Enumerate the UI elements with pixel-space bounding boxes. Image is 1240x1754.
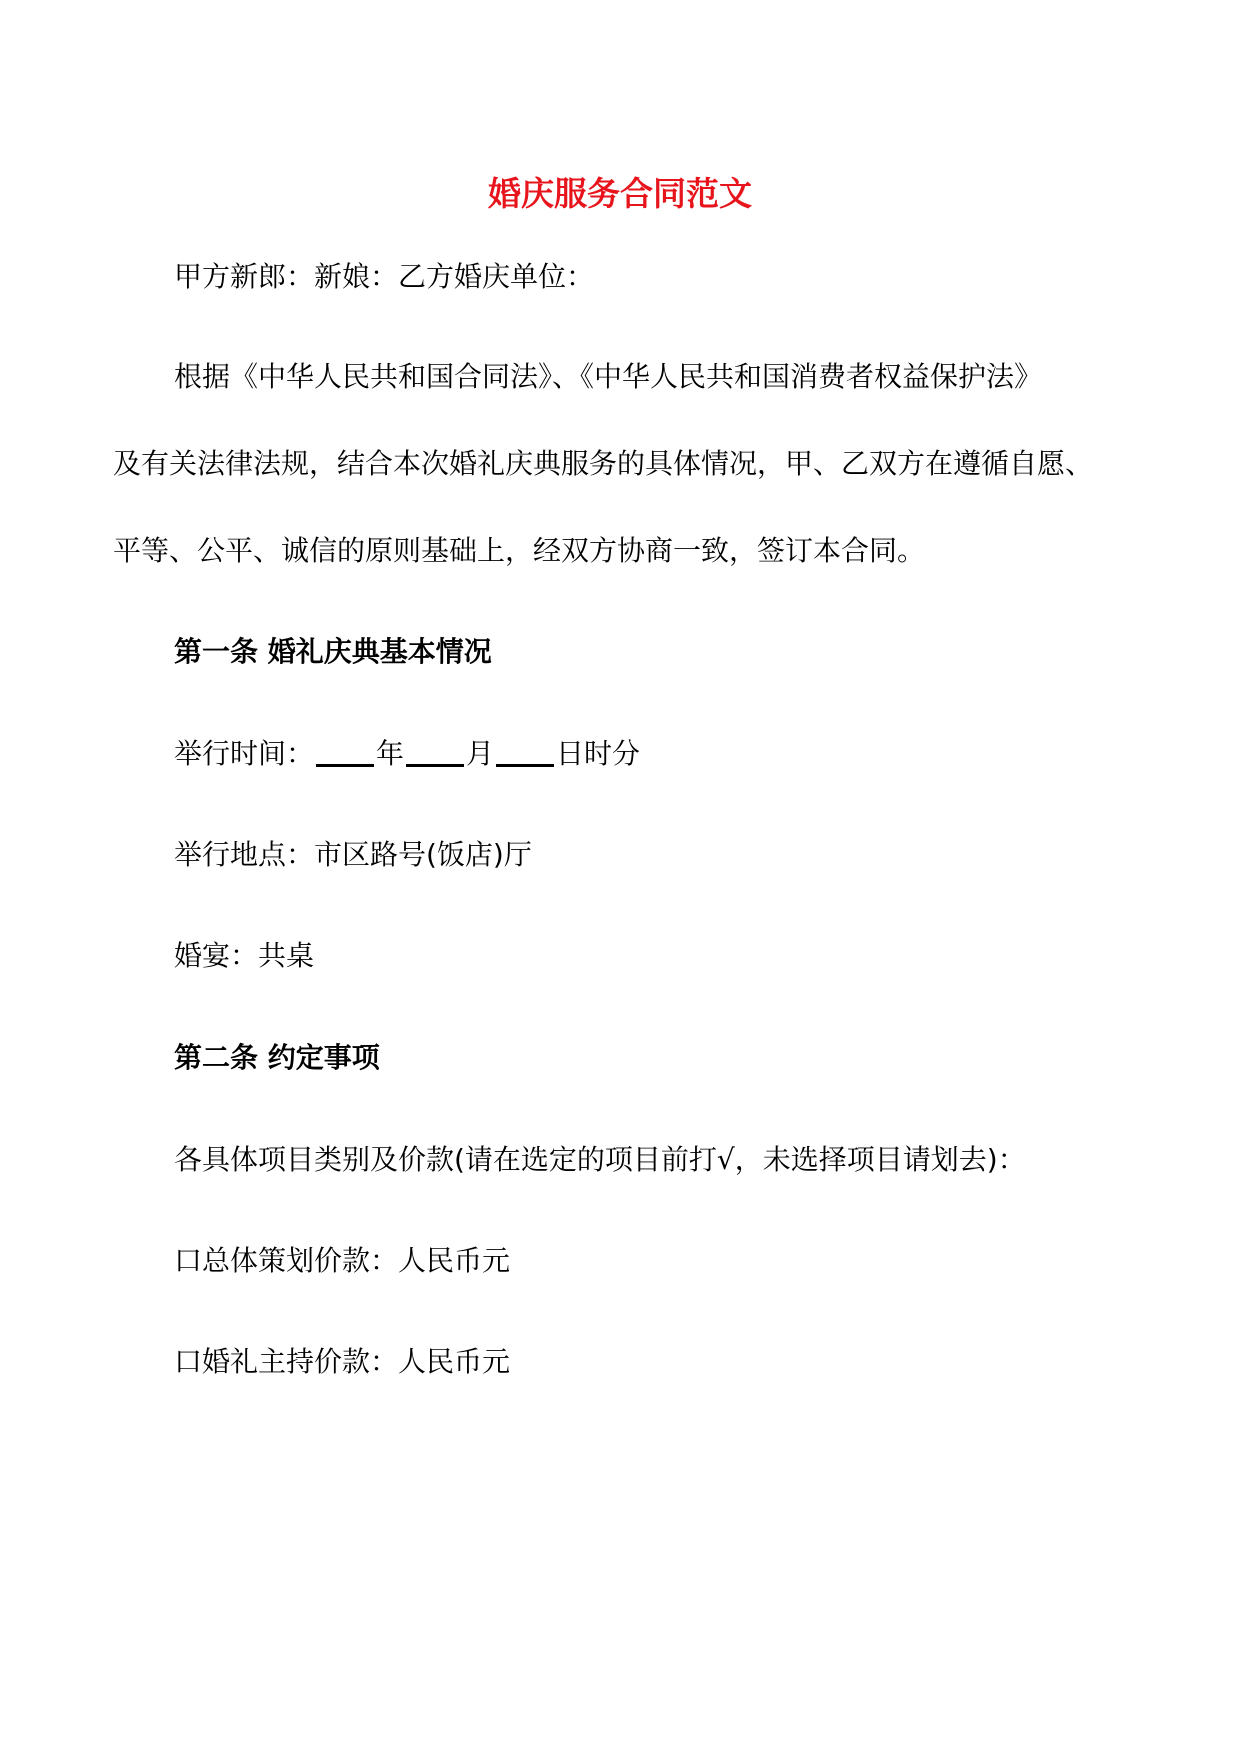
preamble-line-1: 根据《中华人民共和国合同法》、《中华人民共和国消费者权益保护法》 xyxy=(174,360,1043,393)
document-title: 婚庆服务合同范文 xyxy=(488,174,752,213)
month-label: 月 xyxy=(466,737,495,770)
item-overall-planning: 口总体策划价款：人民币元 xyxy=(174,1244,511,1277)
day-time-label: 日时分 xyxy=(556,737,641,770)
day-blank xyxy=(496,736,554,767)
parties-line: 甲方新郎：新娘：乙方婚庆单位： xyxy=(174,260,595,293)
article-2-heading: 第二条 约定事项 xyxy=(174,1041,380,1074)
item-wedding-host: 口婚礼主持价款：人民币元 xyxy=(174,1345,511,1378)
items-intro-line: 各具体项目类别及价款(请在选定的项目前打√，未选择项目请划去)： xyxy=(174,1143,1026,1176)
preamble-line-3: 平等、公平、诚信的原则基础上，经双方协商一致，签订本合同。 xyxy=(113,534,926,567)
preamble-line-2: 及有关法律法规，结合本次婚礼庆典服务的具体情况，甲、乙双方在遵循自愿、 xyxy=(113,447,1094,480)
year-blank xyxy=(316,736,374,767)
year-label: 年 xyxy=(376,737,405,770)
event-time-label: 举行时间： xyxy=(174,737,315,770)
article-1-heading: 第一条 婚礼庆典基本情况 xyxy=(174,635,492,668)
event-place-line: 举行地点：市区路号(饭店)厅 xyxy=(174,838,532,871)
banquet-line: 婚宴：共桌 xyxy=(174,939,315,972)
event-time-line xyxy=(174,734,640,774)
month-blank xyxy=(406,736,464,767)
